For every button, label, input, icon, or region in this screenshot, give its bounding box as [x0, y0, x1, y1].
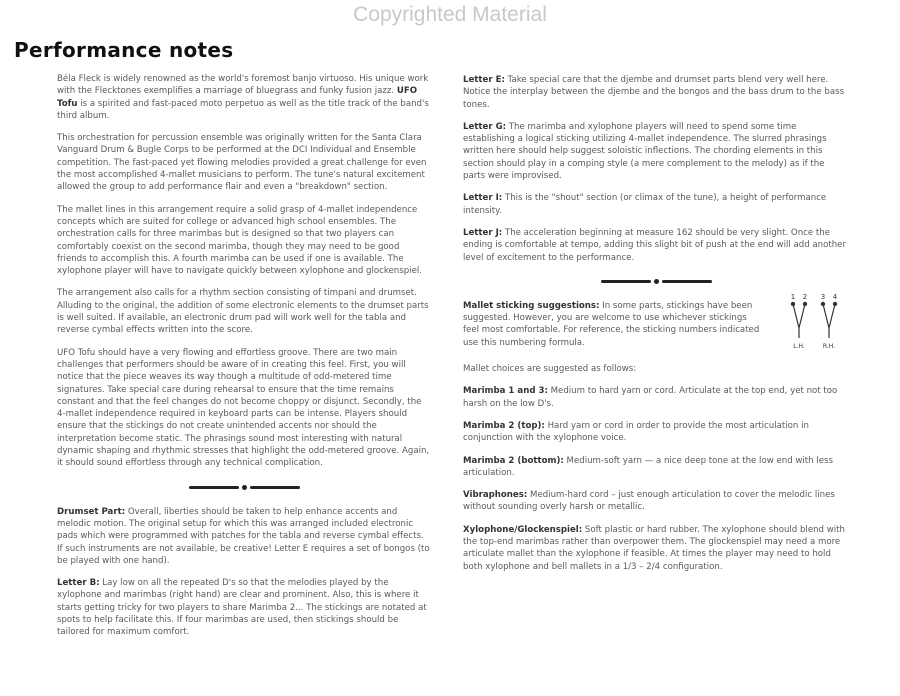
- intro-paragraph-4: The arrangement also calls for a rhythm section consisting of timpani and drumset. Alluding to the original, the addition of some electronic elements to the drumset parts is well suited. If available, an electronic drum pad will work well for the tabla and reverse cymbal effects written into the score.: [57, 288, 429, 336]
- sticking-number-1: 1: [790, 292, 796, 301]
- right-hand-label: R.H.: [822, 342, 836, 350]
- letter-b-note: Letter B: Lay low on all the repeated D's so that the melodies played by the xylophone and marimbas (right hand) are clear and prominent. Also, this is where it starts getting tricky for two players to share Marimba 2... The stickings are notated at spots to help facilitate this. If four marimbas are used, then stickings should be tailored for maximum comfort.: [57, 578, 427, 638]
- marimba-1-3-note: Marimba 1 and 3: Medium to hard yarn or cord. Articulate at the top end, yet not too harsh on the low D's.: [463, 386, 838, 409]
- marimba-2-bottom-note: Marimba 2 (bottom): Medium-soft yarn — a nice deep tone at the low end with less articulation.: [463, 455, 833, 478]
- xylophone-glockenspiel-note: Xylophone/Glockenspiel: Soft plastic or hard rubber. The xylophone should blend with the top-end marimbas rather than overpower them. The glockenspiel may need a more articulate mallet than the xylophone if feasible. At times the player may need to hold both xylophone and bell mallets in a 1/3 – 2/4 configuration.: [463, 524, 845, 572]
- left-hand-mallet-icon: [793, 304, 805, 328]
- left-column: [57, 73, 431, 649]
- right-column: [463, 74, 847, 583]
- intro-paragraph-2: This orchestration for percussion ensemble was originally written for the Santa Clara Vanguard Drum & Bugle Corps to be performed at the DCI Individual and Ensemble competition. The fast-paced yet flowing melodies provided a great challenge for even the most accomplished 4-mallet musicians to perform. The tune's natural excitement allowed the group to add performance flair and even a "breakdown" section.: [57, 133, 427, 193]
- right-hand-mallet-icon: [823, 304, 835, 328]
- copyright-watermark: Copyrighted Material: [353, 3, 547, 26]
- vibraphones-note: Vibraphones: Medium-hard cord – just enough articulation to cover the melodic lines without sounding overly harsh or metallic.: [463, 490, 835, 513]
- letter-i-note: Letter I: This is the "shout" section (or climax of the tune), a height of performance intensity.: [463, 193, 827, 216]
- marimba-2-top-note: Marimba 2 (top): Hard yarn or cord in order to provide the most articulation in conjunction with the xylophone voice.: [463, 420, 809, 444]
- mallet-sticking-block: [463, 292, 847, 350]
- sticking-diagram: [787, 292, 843, 354]
- intro-paragraph-3: The mallet lines in this arrangement require a solid grasp of 4-mallet independence concepts which are suited for college or advanced high school ensembles. The orchestration calls for three marimbas but is designed so that two players can comfortably coexist on the second marimba, though they may need to be good friends to accomplish this. A fourth marimba can be used if one is available. The xylophone player will have to navigate quickly between xylophone and glockenspiel.: [57, 204, 422, 277]
- mallet-choices-intro: Mallet choices are suggested as follows:: [463, 364, 637, 375]
- page-title: Performance notes: [14, 38, 234, 62]
- sticking-number-2: 2: [802, 292, 808, 301]
- section-divider-ornament: [57, 480, 431, 494]
- intro-paragraph-1: Béla Fleck is widely renowned as the world's foremost banjo virtuoso. His unique work with the Flecktones exemplifies a marriage of bluegrass and funky fusion jazz. UFO Tofu is a spirited and fast-paced moto perpetuo as well as the title track of the band's third album.: [57, 74, 429, 121]
- mallet-sticking-note: Mallet sticking suggestions: In some parts, stickings have been suggested. However, you are welcome to use whichever stickings feel most comfortable. For reference, the sticking numbers indicated use this numbering formula.: [463, 300, 760, 348]
- sticking-number-4: 4: [832, 292, 838, 301]
- section-divider-ornament: [463, 274, 847, 288]
- intro-paragraph-5: UFO Tofu should have a very flowing and effortless groove. There are two main challenges that performers should be aware of in creating this feel. First, you will notice that the piece weaves its way though a multitude of odd-metered time signatures. Take special care during rehearsal to ensure that the time remains constant and that the feel changes do not become choppy or disjunct. Secondly, the 4-mallet independence required in keyboard parts can be intense. Players should ensure that the stickings do not create unintended accents nor should the interpretation become static. The phrasings sound most interesting with natural dynamic shaping and rhythmic stresses that highlight the odd-metered groove. Again, it should sound effortless through any technical complication.: [57, 347, 430, 469]
- letter-g-note: Letter G: The marimba and xylophone players will need to spend some time establishing a logical sticking utilizing 4-mallet independence. The slurred phrasings written here should help suggest soloistic inflections. The chording elements in this section should play in a comping style (a mere complement to the melody) as if the parts were improvised.: [463, 121, 827, 182]
- sticking-number-3: 3: [820, 292, 826, 301]
- left-hand-label: L.H.: [793, 342, 805, 350]
- drumset-part-note: Drumset Part: Overall, liberties should be taken to help enhance accents and melodic motion. The original setup for which this was arranged included electronic pads which were programmed with patches for the tabla and reverse cymbal effects. If such instruments are not available, be creative! Letter E requires a set of bongos (to be played with one hand).: [57, 506, 430, 566]
- letter-j-note: Letter J: The acceleration beginning at measure 162 should be very slight. Once the ending is comfortable at tempo, adding this slight bit of push at the end will add another level of excitement to the performance.: [463, 227, 846, 263]
- letter-e-note: Letter E: Take special care that the djembe and drumset parts blend very well here. Notice the interplay between the djembe and the bongos and the bass drum to the bass tones.: [463, 75, 845, 110]
